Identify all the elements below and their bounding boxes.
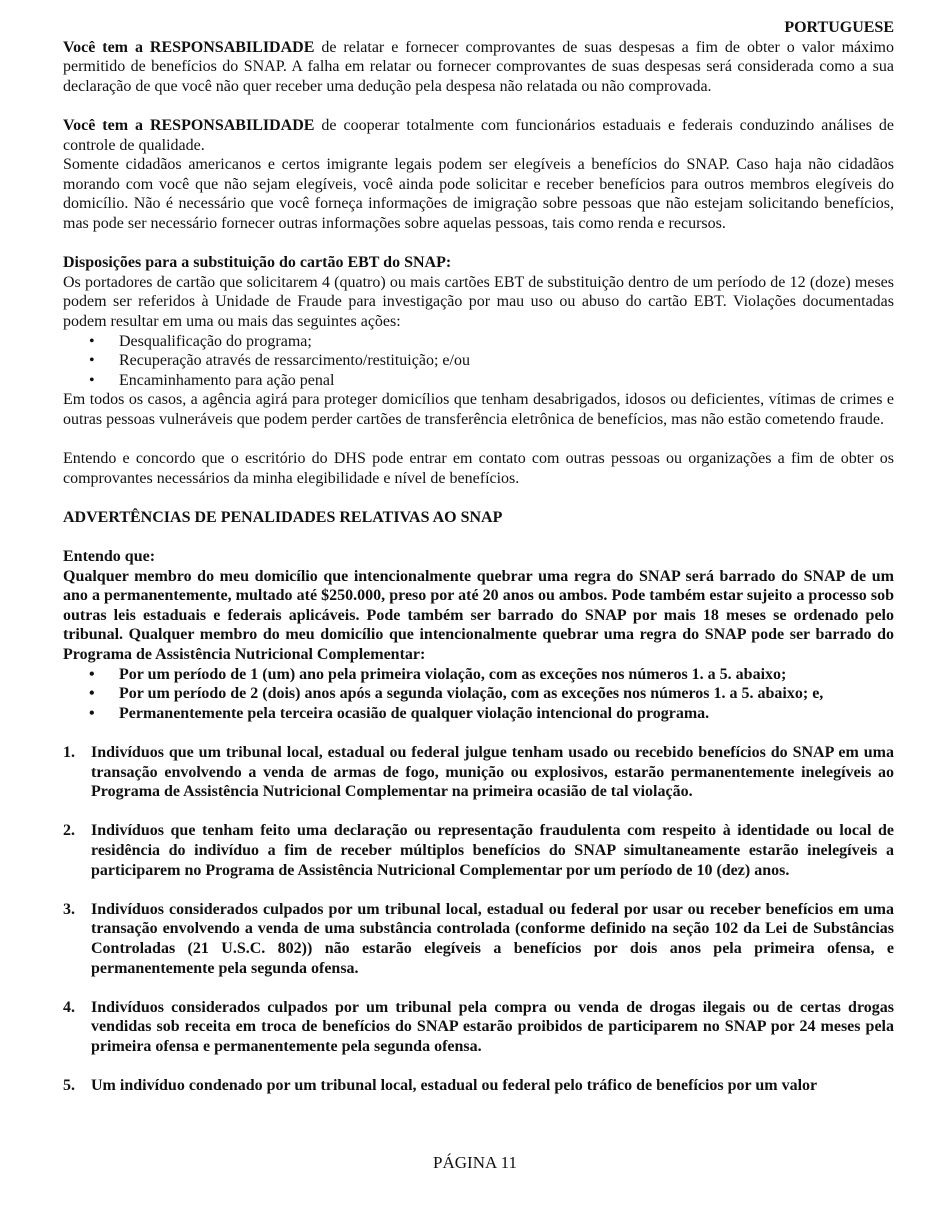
responsibility-lead: Você tem a RESPONSABILIDADE [63, 38, 315, 56]
responsibility-text: de relatar e fornecer comprovantes de suas despesas a fim de obter o valor máximo permitido de benefícios do SNAP. A falha em relatar ou fornecer comprovantes de suas despesas será considerada como a sua declaração de que você não quer receber uma dedução pela despesa não relatada ou não comprovada. [63, 38, 895, 95]
responsibility-text: de cooperar totalmente com funcionários estaduais e federais conduzindo análises de controle de qualidade. [63, 116, 894, 154]
ebt-closing: Em todos os casos, a agência agirá para proteger domicílios que tenham desabrigados, idosos ou deficientes, vítimas de crimes e outras pessoas vulneráveis que podem perder cartões de transferência eletrônica de benefícios, mas não estão cometendo fraude. [63, 391, 894, 428]
ebt-intro: Os portadores de cartão que solicitarem 4 (quatro) ou mais cartões EBT de substituição dentro de um período de 12 (doze) meses podem ser referidos à Unidade de Fraude para investigação por mau uso ou abuso do cartão EBT. Violações documentadas podem resultar em uma ou mais das seguintes ações: [63, 273, 894, 330]
language-label: PORTUGUESE [784, 19, 894, 36]
responsibility-cooperation [63, 116, 894, 155]
penalties-intro: Qualquer membro do meu domicílio que intencionalmente quebrar uma regra do SNAP será barrado do SNAP de um ano a permanentemente, multado até $250.000, preso por até 20 anos ou ambos. Pode também estar sujeito a processo sob outras leis estaduais e federais aplicáveis. Pode também ser barrado do SNAP por mais 18 meses se ordenado pelo tribunal. Qualquer membro do meu domicílio que intencionalmente quebrar uma regra do SNAP pode ser barrado do Programa de Assistência Nutricional Complementar: [63, 567, 894, 663]
responsibility-lead: Você tem a RESPONSABILIDADE [63, 116, 315, 134]
list-item [63, 900, 894, 978]
item-number: 5. [63, 1077, 75, 1095]
penalties-heading: ADVERTÊNCIAS DE PENALIDADES RELATIVAS AO SNAP [63, 508, 503, 526]
page-number: PÁGINA 11 [433, 1153, 517, 1172]
list-item: • Permanentemente pela terceira ocasião de qualquer violação intencional do programa. [89, 704, 894, 724]
list-item [63, 1076, 894, 1096]
list-item: • Desqualificação do programa; [89, 332, 894, 352]
ebt-heading: Disposições para a substituição do cartão EBT do SNAP: [63, 254, 452, 272]
list-item [63, 998, 894, 1057]
document-page [63, 18, 894, 1096]
list-item: • Recuperação através de ressarcimento/restituição; e/ou [89, 351, 894, 371]
item-number: 3. [63, 900, 75, 918]
list-item: • Por um período de 1 (um) ano pela primeira violação, com as exceções nos números 1. a 5. abaixo; [89, 665, 894, 685]
item-text: Indivíduos que tenham feito uma declaração ou representação fraudulenta com respeito à identidade ou local de residência do indivíduo a fim de receber múltiplos benefícios do SNAP simultaneamente estarão inelegíveis a participarem no Programa de Assistência Nutricional Complementar por um período de 10 (dez) anos. [91, 822, 894, 879]
item-number: 4. [63, 998, 75, 1016]
item-text: Indivíduos considerados culpados por um tribunal local, estadual ou federal por usar ou receber benefícios em uma transação envolvendo a venda de uma substância controlada (conforme definido na seção 102 da Lei de Substâncias Controladas (21 U.S.C. 802)) não estarão elegíveis a benefícios por dois anos pela primeira ofensa, e permanentemente pela segunda ofensa. [91, 900, 894, 977]
ebt-actions-list [63, 332, 894, 391]
understand-label: Entendo que: [63, 548, 156, 566]
list-item [63, 743, 894, 802]
item-text: Um indivíduo condenado por um tribunal local, estadual ou federal pelo tráfico de benefícios por um valor [91, 1077, 818, 1095]
list-item [63, 821, 894, 880]
responsibility-reporting [63, 38, 894, 97]
penalties-periods-list [63, 665, 894, 724]
exceptions-list [63, 743, 894, 1096]
item-text: Indivíduos considerados culpados por um tribunal pela compra ou venda de drogas ilegais ou de certas drogas vendidas sob receita em troca de benefícios do SNAP estarão proibidos de participarem no SNAP por 24 meses pela primeira ofensa e permanentemente pela segunda ofensa. [91, 998, 894, 1055]
citizenship-paragraph: Somente cidadãos americanos e certos imigrante legais podem ser elegíveis a benefícios do SNAP. Caso haja não cidadãos morando com você que não sejam elegíveis, você ainda pode solicitar e receber benefícios para outros membros elegíveis do domicílio. Não é necessário que você forneça informações de imigração sobre pessoas que não estejam solicitando benefícios, mas pode ser necessário fornecer outras informações sobre aquelas pessoas, tais como renda e recursos. [63, 156, 894, 232]
item-text: Indivíduos que um tribunal local, estadual ou federal julgue tenham usado ou recebido benefícios do SNAP em uma transação envolvendo a venda de armas de fogo, munição ou explosivos, estarão permanentemente inelegíveis ao Programa de Assistência Nutricional Complementar na primeira ocasião de tal violação. [91, 743, 894, 801]
list-item: • Encaminhamento para ação penal [89, 371, 894, 391]
item-number: 1. [63, 743, 75, 761]
item-number: 2. [63, 822, 75, 840]
list-item: • Por um período de 2 (dois) anos após a segunda violação, com as exceções nos números 1. a 5. abaixo; e, [89, 684, 894, 704]
consent-paragraph: Entendo e concordo que o escritório do DHS pode entrar em contato com outras pessoas ou organizações a fim de obter os comprovantes necessários da minha elegibilidade e nível de benefícios. [63, 450, 894, 487]
